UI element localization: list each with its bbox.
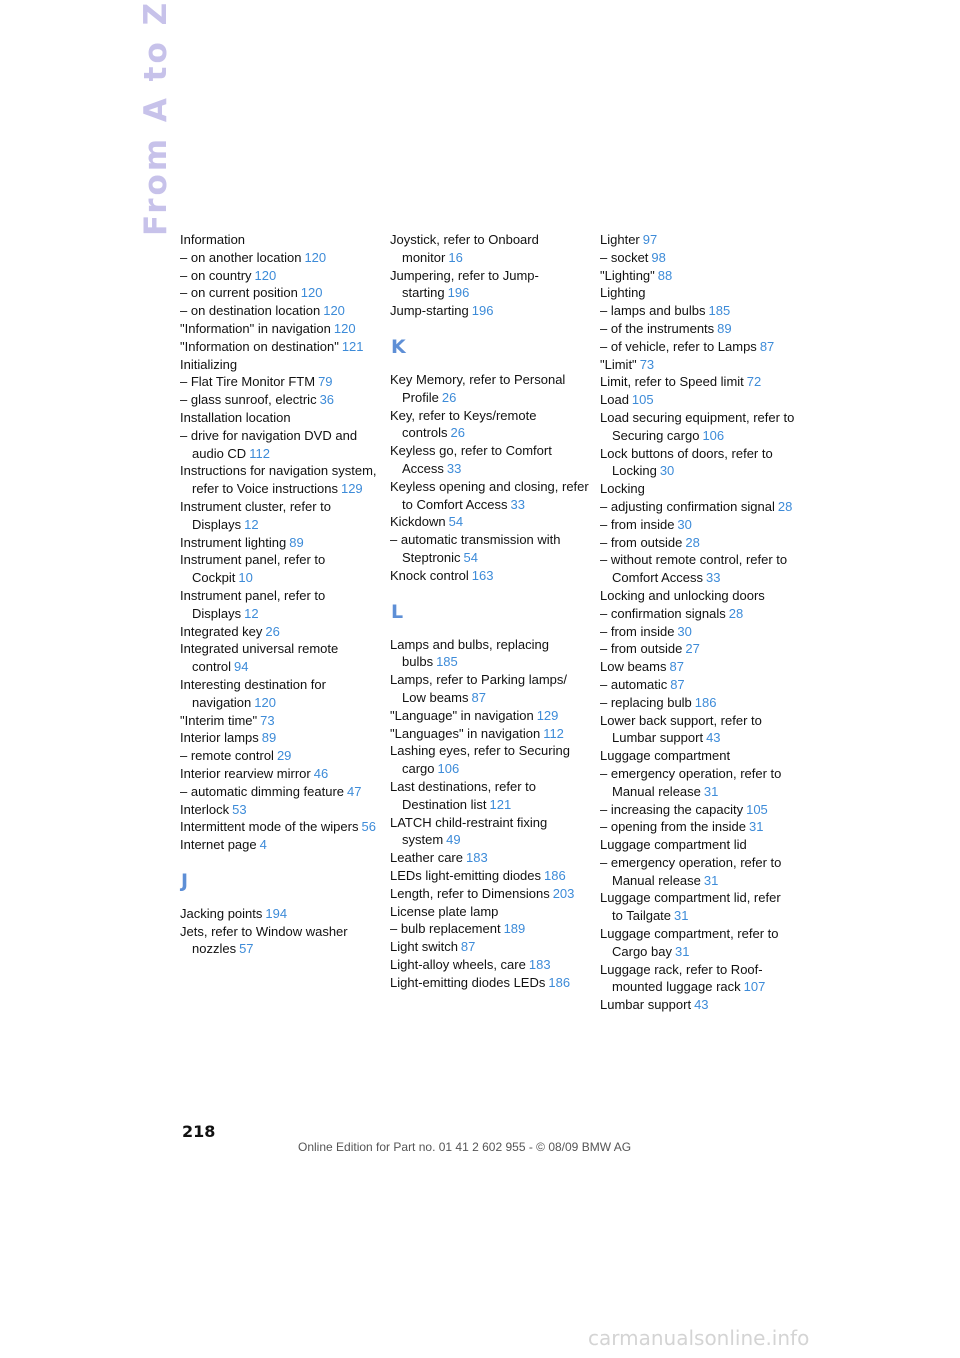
page-link[interactable]: 46 bbox=[313, 765, 329, 781]
page-link[interactable]: 29 bbox=[276, 748, 292, 764]
entry-text: Lamps, refer to Parking lamps/ Low beams bbox=[390, 672, 568, 705]
index-entry bbox=[180, 747, 380, 765]
page-link[interactable]: 120 bbox=[254, 694, 276, 710]
index-entry bbox=[390, 903, 590, 921]
entry-text: Lumbar support bbox=[600, 997, 692, 1013]
index-entry bbox=[180, 302, 380, 320]
index-entry bbox=[390, 671, 590, 707]
index-entry bbox=[390, 867, 590, 885]
index-entry bbox=[390, 725, 590, 743]
index-entry bbox=[600, 373, 795, 391]
index-entry bbox=[390, 513, 590, 531]
index-entry bbox=[600, 249, 795, 267]
page-link[interactable]: 33 bbox=[446, 460, 462, 476]
entry-text: "Language" in navigation bbox=[390, 707, 534, 723]
index-entry bbox=[180, 356, 380, 374]
page-link[interactable]: 129 bbox=[340, 481, 363, 497]
index-entry bbox=[180, 409, 380, 427]
entry-text: Load bbox=[600, 392, 629, 408]
index-entry bbox=[600, 480, 795, 498]
index-entry bbox=[180, 783, 380, 801]
page-link[interactable]: 79 bbox=[318, 374, 333, 390]
index-entry bbox=[180, 587, 380, 623]
index-entry bbox=[600, 391, 795, 409]
entry-text: Instrument panel, refer to Displays bbox=[180, 587, 326, 621]
page-link[interactable]: 120 bbox=[300, 285, 323, 301]
entry-text: License plate lamp bbox=[390, 903, 499, 919]
page-link[interactable]: 120 bbox=[323, 303, 345, 319]
entry-text: – opening from the inside bbox=[600, 819, 746, 835]
page-link[interactable]: 31 bbox=[674, 943, 690, 959]
index-entry bbox=[600, 516, 795, 534]
page-link[interactable]: 94 bbox=[234, 659, 249, 675]
side-title: From A to Z bbox=[138, 0, 174, 236]
index-entry bbox=[600, 925, 795, 961]
index-entry bbox=[390, 938, 590, 956]
entries bbox=[600, 231, 795, 1014]
page-link[interactable]: 106 bbox=[437, 761, 460, 777]
index-entry bbox=[390, 707, 590, 725]
page-link[interactable]: 89 bbox=[289, 534, 304, 550]
entry-text: "Information" in navigation bbox=[180, 320, 331, 336]
entry-text: Locking bbox=[600, 481, 645, 497]
page-link[interactable]: 28 bbox=[777, 498, 793, 514]
entry-text: Integrated universal remote control bbox=[180, 641, 339, 675]
page-link[interactable]: 26 bbox=[450, 425, 465, 441]
index-entry bbox=[600, 356, 795, 374]
page-link[interactable]: 87 bbox=[669, 659, 684, 675]
page-link[interactable]: 12 bbox=[244, 605, 259, 621]
page-link[interactable]: 189 bbox=[503, 921, 526, 937]
entry-text: – without remote control, refer to Comfort Access bbox=[600, 552, 788, 586]
index-entry bbox=[600, 640, 795, 658]
section-letter-l: L bbox=[391, 600, 404, 623]
index-entry bbox=[600, 996, 795, 1014]
page-link[interactable]: 36 bbox=[319, 392, 335, 408]
entry-text: Initializing bbox=[180, 356, 238, 372]
entries bbox=[390, 231, 590, 320]
index-entry bbox=[600, 765, 795, 801]
entry-text: Length, refer to Dimensions bbox=[390, 885, 550, 901]
entry-text: Low beams bbox=[600, 659, 667, 675]
entry-text: Luggage compartment lid, refer to Tailgate bbox=[600, 890, 781, 924]
entry-text: Keyless go, refer to Comfort Access bbox=[390, 443, 552, 476]
index-entry bbox=[600, 445, 795, 481]
index-entry bbox=[390, 478, 590, 514]
entry-text: "Lighting" bbox=[600, 267, 655, 283]
index-entry bbox=[180, 373, 380, 391]
page-link[interactable]: 53 bbox=[232, 801, 247, 817]
index-entry bbox=[180, 498, 380, 534]
entry-text: Locking and unlocking doors bbox=[600, 587, 765, 603]
page-link[interactable]: 27 bbox=[685, 641, 700, 657]
entry-text: Keyless opening and closing, refer to Comfort Access bbox=[390, 478, 589, 512]
index-entry bbox=[390, 231, 590, 267]
page-link[interactable]: 89 bbox=[261, 730, 277, 746]
page-link[interactable]: 73 bbox=[639, 356, 655, 372]
page-link[interactable]: 26 bbox=[265, 623, 280, 639]
page-link[interactable]: 105 bbox=[746, 801, 768, 817]
index-entry bbox=[180, 765, 380, 783]
page-link[interactable]: 120 bbox=[304, 249, 327, 265]
index-entry bbox=[600, 747, 795, 765]
page-link[interactable]: 30 bbox=[677, 623, 692, 639]
page-link[interactable]: 196 bbox=[471, 303, 494, 319]
page-link[interactable]: 4 bbox=[259, 837, 267, 853]
index-entry bbox=[390, 778, 590, 814]
index-entry bbox=[180, 905, 380, 923]
index-entry bbox=[390, 302, 590, 320]
page-link[interactable]: 30 bbox=[677, 516, 692, 532]
section-letter-j: J bbox=[181, 869, 189, 892]
entry-text: – of the instruments bbox=[600, 320, 715, 336]
page-link[interactable]: 31 bbox=[748, 819, 764, 835]
entry-text: – Flat Tire Monitor FTM bbox=[180, 374, 316, 390]
entry-text: Luggage compartment lid bbox=[600, 837, 747, 853]
page-link[interactable]: 129 bbox=[536, 707, 559, 723]
entries-j bbox=[180, 905, 380, 958]
page-link[interactable]: 112 bbox=[249, 445, 270, 461]
entry-text: Light-alloy wheels, care bbox=[390, 956, 526, 972]
entry-text: Intermittent mode of the wipers bbox=[180, 819, 359, 835]
index-entry bbox=[600, 338, 795, 356]
index-entry bbox=[180, 640, 380, 676]
page-link[interactable]: 47 bbox=[347, 783, 362, 799]
entries-k bbox=[390, 371, 590, 585]
index-entry bbox=[390, 920, 590, 938]
entry-text: Interesting destination for navigation bbox=[180, 676, 326, 710]
entry-text: LATCH child-restraint fixing system bbox=[390, 814, 548, 848]
page-link[interactable]: 73 bbox=[260, 712, 275, 728]
entry-text: Luggage rack, refer to Roof-mounted luggage rack bbox=[600, 961, 763, 995]
index-entry bbox=[180, 284, 380, 302]
index-entry bbox=[180, 729, 380, 747]
page-link[interactable]: 88 bbox=[657, 267, 673, 283]
entry-text: Joystick, refer to Onboard monitor bbox=[390, 232, 539, 265]
page-link[interactable]: 120 bbox=[254, 267, 277, 283]
entry-text: Lighting bbox=[600, 285, 646, 301]
entry-text: Key Memory, refer to Personal Profile bbox=[390, 371, 566, 405]
index-entry bbox=[390, 407, 590, 443]
entry-text: – emergency operation, refer to Manual release bbox=[600, 765, 782, 799]
index-entry bbox=[600, 267, 795, 285]
index-entry bbox=[180, 338, 380, 356]
entry-text: Load securing equipment, refer to Securing cargo bbox=[600, 409, 795, 443]
index-entry bbox=[180, 462, 380, 498]
entry-text: Instrument lighting bbox=[180, 534, 287, 550]
page-link[interactable]: 43 bbox=[706, 730, 721, 746]
entry-text: Instrument panel, refer to Cockpit bbox=[180, 552, 326, 586]
index-entry bbox=[180, 249, 380, 267]
entry-text: Instructions for navigation system, refer to Voice instructions bbox=[180, 463, 377, 497]
index-entry bbox=[180, 267, 380, 285]
entry-text: Interior lamps bbox=[180, 730, 259, 746]
entry-text: Jump-starting bbox=[390, 303, 469, 319]
page-link[interactable]: 97 bbox=[642, 232, 658, 247]
index-entry bbox=[600, 231, 795, 249]
page-link[interactable]: 196 bbox=[447, 285, 470, 301]
index-entry bbox=[600, 818, 795, 836]
entry-text: "Information on destination" bbox=[180, 338, 339, 354]
index-entry bbox=[390, 567, 590, 585]
page-link[interactable]: 10 bbox=[238, 570, 253, 586]
page-link[interactable]: 30 bbox=[659, 463, 675, 479]
index-entry bbox=[180, 676, 380, 712]
entry-text: – on current position bbox=[180, 285, 298, 301]
entry-text: Instrument cluster, refer to Displays bbox=[180, 498, 332, 532]
entry-text: Interior rearview mirror bbox=[180, 765, 311, 781]
index-entry bbox=[180, 712, 380, 730]
page-number: 218 bbox=[182, 1122, 216, 1141]
entry-text: Information bbox=[180, 232, 246, 247]
page-link[interactable]: 33 bbox=[510, 496, 525, 512]
entry-text: Interlock bbox=[180, 801, 230, 817]
entry-text: – drive for navigation DVD and audio CD bbox=[180, 427, 358, 461]
page-link[interactable]: 186 bbox=[694, 694, 717, 710]
entry-text: "Interim time" bbox=[180, 712, 258, 728]
page-link[interactable]: 26 bbox=[441, 389, 457, 405]
index-entry bbox=[600, 836, 795, 854]
entry-text: – from outside bbox=[600, 641, 683, 657]
entries bbox=[180, 231, 380, 854]
index-entry bbox=[180, 534, 380, 552]
index-entry bbox=[390, 814, 590, 850]
page-link[interactable]: 185 bbox=[436, 654, 458, 670]
entry-text: Lock buttons of doors, refer to Locking bbox=[600, 445, 773, 479]
index-entry bbox=[180, 551, 380, 587]
entry-text: Light-emitting diodes LEDs bbox=[390, 974, 546, 990]
index-entry bbox=[600, 623, 795, 641]
entry-text: Lighter bbox=[600, 232, 640, 247]
entry-text: Key, refer to Keys/remote controls bbox=[390, 407, 537, 441]
page-link[interactable]: 120 bbox=[333, 320, 356, 336]
index-entry bbox=[600, 534, 795, 552]
entry-text: – adjusting confirmation signal bbox=[600, 498, 775, 514]
page-link[interactable]: 194 bbox=[265, 905, 288, 921]
index-entry bbox=[390, 531, 590, 567]
page-link[interactable]: 87 bbox=[460, 939, 476, 955]
entry-text: – automatic dimming feature bbox=[180, 783, 345, 799]
index-entry bbox=[390, 885, 590, 903]
entry-text: Jets, refer to Window washer nozzles bbox=[180, 923, 348, 957]
page-link[interactable]: 54 bbox=[463, 549, 479, 565]
page-link[interactable]: 49 bbox=[446, 832, 461, 848]
entry-text: Kickdown bbox=[390, 514, 446, 530]
index-entry bbox=[600, 676, 795, 694]
entry-text: – bulb replacement bbox=[390, 921, 501, 937]
entry-text: Lashing eyes, refer to Securing cargo bbox=[390, 743, 570, 777]
entry-text: – replacing bulb bbox=[600, 694, 692, 710]
entry-text: – from outside bbox=[600, 534, 683, 550]
entry-text: – emergency operation, refer to Manual release bbox=[600, 854, 782, 888]
entry-text: – socket bbox=[600, 249, 649, 265]
page-link[interactable]: 183 bbox=[466, 850, 488, 866]
index-entry bbox=[390, 974, 590, 992]
index-entry bbox=[180, 923, 380, 959]
watermark: carmanualsonline.info bbox=[588, 1326, 810, 1350]
footer-edition: Online Edition for Part no. 01 41 2 602 955 - © 08/09 BMW AG bbox=[298, 1140, 632, 1154]
entry-text: – lamps and bulbs bbox=[600, 303, 706, 319]
page-link[interactable]: 56 bbox=[361, 819, 376, 835]
page-link[interactable]: 183 bbox=[528, 956, 551, 972]
index-entry bbox=[180, 818, 380, 836]
page-link[interactable]: 121 bbox=[489, 796, 512, 812]
entry-text: – automatic transmission with Steptronic bbox=[390, 532, 561, 565]
entry-text: Last destinations, refer to Destination list bbox=[390, 778, 536, 812]
page-link[interactable]: 89 bbox=[717, 320, 732, 336]
page-link[interactable]: 98 bbox=[651, 249, 666, 265]
entry-text: Jacking points bbox=[180, 905, 263, 921]
page-link[interactable]: 16 bbox=[448, 249, 463, 265]
page-link[interactable]: 87 bbox=[471, 689, 486, 705]
page-link[interactable]: 163 bbox=[471, 567, 494, 583]
entry-text: Leather care bbox=[390, 850, 463, 866]
index-column-3 bbox=[600, 231, 795, 1014]
section-letter-k: K bbox=[391, 335, 406, 358]
index-entry bbox=[600, 605, 795, 623]
entry-text: Light switch bbox=[390, 939, 458, 955]
index-entry bbox=[180, 427, 380, 463]
page-link[interactable]: 105 bbox=[631, 392, 654, 408]
entry-text: Luggage compartment, refer to Cargo bay bbox=[600, 926, 779, 959]
page-link[interactable]: 87 bbox=[759, 338, 775, 354]
page-link[interactable]: 186 bbox=[548, 974, 571, 990]
entry-text: – from inside bbox=[600, 623, 675, 639]
entry-text: – from inside bbox=[600, 516, 675, 532]
entry-text: – on destination location bbox=[180, 303, 321, 319]
page-link[interactable]: 121 bbox=[341, 338, 364, 354]
entry-text: Limit, refer to Speed limit bbox=[600, 374, 744, 390]
index-entry bbox=[600, 320, 795, 338]
index-entry bbox=[390, 742, 590, 778]
page-link[interactable]: 43 bbox=[694, 997, 709, 1013]
index-entry bbox=[600, 712, 795, 748]
page-link[interactable]: 72 bbox=[746, 374, 762, 390]
page-link[interactable]: 28 bbox=[728, 605, 744, 621]
index-entry bbox=[180, 320, 380, 338]
index-entry bbox=[180, 801, 380, 819]
index-entry bbox=[600, 587, 795, 605]
index-column-2 bbox=[390, 231, 590, 991]
entry-text: – on another location bbox=[180, 249, 302, 265]
index-entry bbox=[390, 442, 590, 478]
index-entry bbox=[600, 694, 795, 712]
entry-text: Luggage compartment bbox=[600, 748, 731, 764]
index-entry bbox=[600, 801, 795, 819]
index-entry bbox=[600, 889, 795, 925]
entry-text: – increasing the capacity bbox=[600, 801, 744, 817]
page-link[interactable]: 33 bbox=[706, 570, 721, 586]
page-link[interactable]: 54 bbox=[448, 514, 464, 530]
index-entry bbox=[600, 284, 795, 302]
index-entry bbox=[600, 854, 795, 890]
entry-text: – of vehicle, refer to Lamps bbox=[600, 338, 757, 354]
page-link[interactable]: 106 bbox=[702, 427, 725, 443]
index-entry bbox=[600, 498, 795, 516]
entry-text: Lower back support, refer to Lumbar support bbox=[600, 712, 762, 746]
entry-text: Knock control bbox=[390, 567, 469, 583]
entry-text: Installation location bbox=[180, 409, 291, 425]
index-entry bbox=[390, 956, 590, 974]
page-link[interactable]: 28 bbox=[685, 534, 700, 550]
page-link[interactable]: 186 bbox=[544, 867, 566, 883]
entry-text: – glass sunroof, electric bbox=[180, 392, 317, 408]
index-entry bbox=[600, 961, 795, 997]
entry-text: LEDs light-emitting diodes bbox=[390, 867, 542, 883]
page-link[interactable]: 112 bbox=[543, 725, 564, 741]
page-link[interactable]: 31 bbox=[674, 908, 689, 924]
index-entry bbox=[180, 231, 380, 249]
entries-l bbox=[390, 636, 590, 992]
entry-text: – remote control bbox=[180, 748, 274, 764]
index-entry bbox=[390, 371, 590, 407]
entry-text: – confirmation signals bbox=[600, 605, 726, 621]
entry-text: "Languages" in navigation bbox=[390, 725, 541, 741]
page-link[interactable]: 107 bbox=[743, 979, 766, 995]
index-entry bbox=[600, 302, 795, 320]
page-link[interactable]: 31 bbox=[703, 783, 719, 799]
entry-text: Integrated key bbox=[180, 623, 263, 639]
entry-text: Lamps and bulbs, replacing bulbs bbox=[390, 636, 549, 670]
page-link[interactable]: 57 bbox=[239, 941, 254, 957]
entry-text: Jumpering, refer to Jump-starting bbox=[390, 267, 539, 301]
index-entry bbox=[600, 551, 795, 587]
entry-text: Internet page bbox=[180, 837, 257, 853]
index-entry bbox=[180, 836, 380, 854]
entry-text: – automatic bbox=[600, 676, 668, 692]
page-link[interactable]: 87 bbox=[670, 676, 685, 692]
index-entry bbox=[390, 849, 590, 867]
entry-text: "Limit" bbox=[600, 356, 637, 372]
index-entry bbox=[390, 267, 590, 303]
index-entry bbox=[600, 658, 795, 676]
page-link[interactable]: 31 bbox=[703, 872, 719, 888]
index-entry bbox=[390, 636, 590, 672]
index-entry bbox=[600, 409, 795, 445]
index-entry bbox=[180, 391, 380, 409]
entry-text: – on country bbox=[180, 267, 252, 283]
index-entry bbox=[180, 623, 380, 641]
page-link[interactable]: 185 bbox=[708, 303, 731, 319]
index-column-1 bbox=[180, 231, 380, 958]
page-link[interactable]: 12 bbox=[244, 516, 259, 532]
page-link[interactable]: 203 bbox=[552, 885, 575, 901]
